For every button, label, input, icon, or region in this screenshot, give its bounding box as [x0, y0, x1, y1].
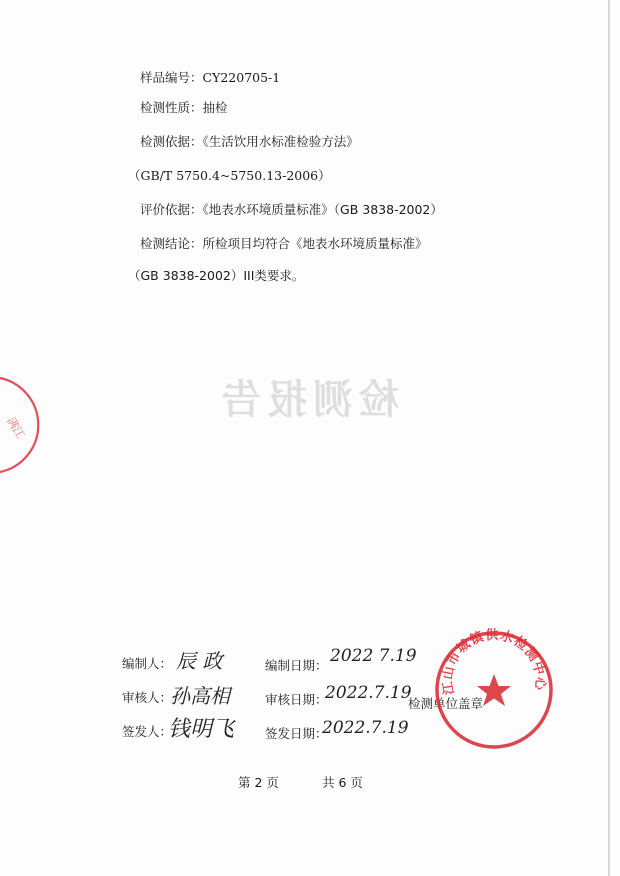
- conclusion-line: [140, 234, 428, 252]
- test-nature-value: 抽检: [202, 100, 228, 115]
- issuer-signature: 钱明飞: [168, 717, 235, 742]
- bleed-through-title: 检测报告: [215, 377, 399, 423]
- compiler-label: 编制人：: [122, 656, 173, 671]
- conclusion-value: 所检项目均符合《地表水环境质量标准》: [202, 236, 428, 251]
- page-edge: [608, 0, 610, 876]
- test-basis-standard-line: （GB/T 5750.4~5750.13-2006）: [128, 168, 331, 183]
- official-seal: [430, 626, 558, 754]
- issue-date-label: 签发日期：: [265, 726, 328, 741]
- conclusion-label: 检测结论：: [140, 236, 203, 251]
- eval-basis-label: 评价依据：: [140, 202, 203, 217]
- testing-unit-seal-label: 检测单位盖章: [408, 696, 484, 711]
- sample-number-line: [140, 68, 280, 86]
- svg-text:满江: 满江: [4, 415, 27, 441]
- partial-stamp-left: [0, 370, 45, 480]
- review-date-label: 审核日期：: [265, 692, 328, 707]
- sample-number-label: 样品编号：: [140, 70, 203, 85]
- compile-date-handwritten: 2022 7.19: [330, 646, 417, 666]
- issue-date-handwritten: 2022.7.19: [322, 718, 409, 738]
- issuer-label: 签发人：: [122, 724, 173, 739]
- test-basis-line: [140, 132, 359, 150]
- page-number: 第 2 页: [238, 775, 279, 790]
- page-total: 共 6 页: [322, 775, 363, 790]
- test-basis-value: 《生活饮用水标准检验方法》: [202, 134, 359, 149]
- conclusion-standard-line: （GB 3838-2002）III类要求。: [128, 268, 305, 283]
- reviewer-signature: 孙高相: [170, 684, 230, 708]
- test-basis-label: 检测依据：: [140, 134, 203, 149]
- eval-basis-value: 《地表水环境质量标准》（GB 3838-2002）: [202, 202, 443, 217]
- test-nature-line: [140, 98, 228, 116]
- eval-basis-line: [140, 200, 443, 218]
- reviewer-label: 审核人：: [122, 690, 173, 705]
- test-nature-label: 检测性质：: [140, 100, 203, 115]
- seal-text: 江山市城镇供水检测中心: [440, 627, 548, 696]
- compiler-signature: 辰 政: [176, 649, 223, 673]
- compile-date-label: 编制日期：: [265, 658, 328, 673]
- review-date-handwritten: 2022.7.19: [325, 683, 412, 703]
- sample-number-value: CY220705-1: [202, 70, 281, 85]
